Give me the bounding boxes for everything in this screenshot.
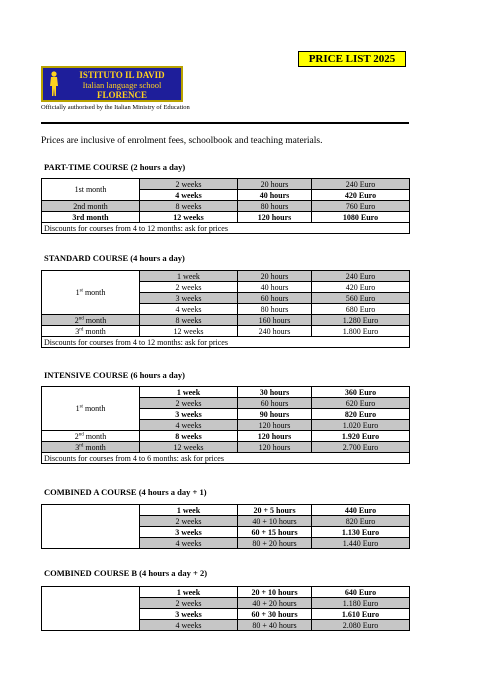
duration-cell: 2 weeks: [140, 598, 238, 609]
table-row: [42, 271, 410, 282]
month-label: 3rd month: [42, 212, 140, 223]
month-label: [42, 315, 140, 326]
standard-course-title: STANDARD COURSE (4 hours a day): [44, 253, 185, 263]
duration-cell: 2 weeks: [140, 398, 238, 409]
duration-cell: 12 weeks: [140, 442, 238, 453]
price-cell: 1.130 Euro: [312, 527, 410, 538]
table-row: [42, 201, 410, 212]
part-time-course-title: PART-TIME COURSE (2 hours a day): [44, 162, 186, 172]
hours-cell: 90 hours: [238, 409, 312, 420]
price-cell: 1.610 Euro: [312, 609, 410, 620]
duration-cell: 4 weeks: [140, 420, 238, 431]
duration-cell: 8 weeks: [140, 315, 238, 326]
month-label: [42, 271, 140, 315]
ordinal-suffix: nd: [78, 315, 84, 321]
part-time-price-table: [41, 178, 410, 234]
duration-cell: 1 week: [140, 505, 238, 516]
month-label: 1st month: [42, 179, 140, 201]
price-cell: 360 Euro: [312, 387, 410, 398]
ordinal-suffix: rd: [79, 442, 84, 448]
header-divider: [41, 122, 409, 124]
hours-cell: 60 hours: [238, 398, 312, 409]
price-list-title: PRICE LIST 2025: [298, 51, 406, 67]
price-cell: 2.700 Euro: [312, 442, 410, 453]
price-cell: 620 Euro: [312, 398, 410, 409]
price-cell: 440 Euro: [312, 505, 410, 516]
discount-note: Discounts for courses from 4 to 12 months: ask for prices: [42, 337, 410, 348]
hours-cell: 20 + 5 hours: [238, 505, 312, 516]
duration-cell: 8 weeks: [140, 431, 238, 442]
hours-cell: 60 + 15 hours: [238, 527, 312, 538]
month-label: [42, 387, 140, 431]
hours-cell: 240 hours: [238, 326, 312, 337]
month-word: month: [83, 315, 107, 325]
month-word: month: [83, 442, 106, 452]
duration-cell: 12 weeks: [140, 212, 238, 223]
price-cell: 680 Euro: [312, 304, 410, 315]
logo-tagline: Italian language school: [82, 80, 162, 90]
price-cell: 1080 Euro: [312, 212, 410, 223]
duration-cell: 2 weeks: [140, 282, 238, 293]
price-cell: 240 Euro: [312, 179, 410, 190]
hours-cell: 40 + 10 hours: [238, 516, 312, 527]
table-row: [42, 212, 410, 223]
logo-text: [65, 70, 179, 100]
ordinal-suffix: st: [79, 404, 83, 410]
hours-cell: 120 hours: [238, 212, 312, 223]
price-cell: 1.800 Euro: [312, 326, 410, 337]
duration-cell: 3 weeks: [140, 409, 238, 420]
table-row: [42, 337, 410, 348]
month-label: [42, 442, 140, 453]
month-word: month: [82, 404, 106, 413]
price-cell: 420 Euro: [312, 282, 410, 293]
price-cell: 1.920 Euro: [312, 431, 410, 442]
price-cell: 820 Euro: [312, 409, 410, 420]
school-logo: [41, 66, 183, 102]
table-row: [42, 326, 410, 337]
table-row: [42, 453, 410, 464]
duration-cell: 4 weeks: [140, 620, 238, 631]
month-label: [42, 431, 140, 442]
hours-cell: 120 hours: [238, 420, 312, 431]
table-row: [42, 387, 410, 398]
hours-cell: 160 hours: [238, 315, 312, 326]
month-word: month: [83, 326, 106, 336]
combined-a-course-title: COMBINED A COURSE (4 hours a day + 1): [44, 487, 207, 497]
month-number: 2: [74, 431, 79, 441]
duration-cell: 4 weeks: [140, 538, 238, 549]
hours-cell: 20 + 10 hours: [238, 587, 312, 598]
hours-cell: 80 hours: [238, 304, 312, 315]
price-cell: 760 Euro: [312, 201, 410, 212]
price-cell: 820 Euro: [312, 516, 410, 527]
price-cell: 640 Euro: [312, 587, 410, 598]
ordinal-suffix: st: [79, 288, 83, 294]
logo-city: FLORENCE: [96, 90, 147, 100]
price-cell: 1.180 Euro: [312, 598, 410, 609]
duration-cell: 12 weeks: [140, 326, 238, 337]
hours-cell: 20 hours: [238, 179, 312, 190]
david-statue-icon: [46, 70, 62, 98]
hours-cell: 40 hours: [238, 190, 312, 201]
table-row: [42, 505, 410, 516]
hours-cell: 120 hours: [238, 431, 312, 442]
table-row: [42, 179, 410, 190]
month-number: 2: [74, 315, 79, 325]
hours-cell: 40 hours: [238, 282, 312, 293]
price-cell: 240 Euro: [312, 271, 410, 282]
prices-inclusive-note: Prices are inclusive of enrolment fees, schoolbook and teaching materials.: [41, 136, 323, 146]
month-number: 3: [75, 442, 80, 452]
price-cell: 560 Euro: [312, 293, 410, 304]
table-row: [42, 223, 410, 234]
price-cell: 1.020 Euro: [312, 420, 410, 431]
intensive-price-table: [41, 386, 410, 464]
duration-cell: 8 weeks: [140, 201, 238, 212]
month-number: 3: [75, 326, 80, 336]
hours-cell: 20 hours: [238, 271, 312, 282]
price-cell: 420 Euro: [312, 190, 410, 201]
month-label: [42, 326, 140, 337]
discount-note: Discounts for courses from 4 to 12 months: ask for prices: [42, 223, 410, 234]
duration-cell: 1 week: [140, 387, 238, 398]
ordinal-suffix: nd: [78, 431, 84, 437]
duration-cell: 3 weeks: [140, 527, 238, 538]
intensive-course-title: INTENSIVE COURSE (6 hours a day): [44, 370, 185, 380]
logo-school-name: ISTITUTO IL DAVID: [79, 70, 165, 80]
hours-cell: 60 hours: [238, 293, 312, 304]
combined-b-price-table: [41, 586, 410, 631]
table-row: [42, 315, 410, 326]
month-number: 1: [75, 404, 80, 413]
price-cell: 1.440 Euro: [312, 538, 410, 549]
hours-cell: 40 + 20 hours: [238, 598, 312, 609]
hours-cell: 80 + 40 hours: [238, 620, 312, 631]
duration-cell: 1 week: [140, 271, 238, 282]
discount-note: Discounts for courses from 4 to 6 months: ask for prices: [42, 453, 410, 464]
duration-cell: 2 weeks: [140, 516, 238, 527]
month-label: 2nd month: [42, 201, 140, 212]
month-number: 1: [75, 288, 80, 297]
combined-a-price-table: [41, 504, 410, 549]
month-word: month: [83, 431, 107, 441]
duration-cell: 1 week: [140, 587, 238, 598]
hours-cell: 80 hours: [238, 201, 312, 212]
duration-cell: 2 weeks: [140, 179, 238, 190]
table-row: [42, 442, 410, 453]
duration-cell: 4 weeks: [140, 190, 238, 201]
standard-price-table: [41, 270, 410, 348]
month-word: month: [82, 288, 106, 297]
table-row: [42, 431, 410, 442]
ordinal-suffix: rd: [79, 326, 84, 332]
table-row: [42, 587, 410, 598]
authorisation-note: Officially authorised by the Italian Ministry of Education: [41, 104, 190, 111]
duration-cell: 4 weeks: [140, 304, 238, 315]
empty-label-cell: [42, 505, 140, 549]
price-cell: 2.080 Euro: [312, 620, 410, 631]
hours-cell: 120 hours: [238, 442, 312, 453]
hours-cell: 80 + 20 hours: [238, 538, 312, 549]
hours-cell: 30 hours: [238, 387, 312, 398]
price-cell: 1.280 Euro: [312, 315, 410, 326]
duration-cell: 3 weeks: [140, 609, 238, 620]
duration-cell: 3 weeks: [140, 293, 238, 304]
combined-b-course-title: COMBINED COURSE B (4 hours a day + 2): [44, 568, 208, 578]
hours-cell: 60 + 30 hours: [238, 609, 312, 620]
empty-label-cell: [42, 587, 140, 631]
